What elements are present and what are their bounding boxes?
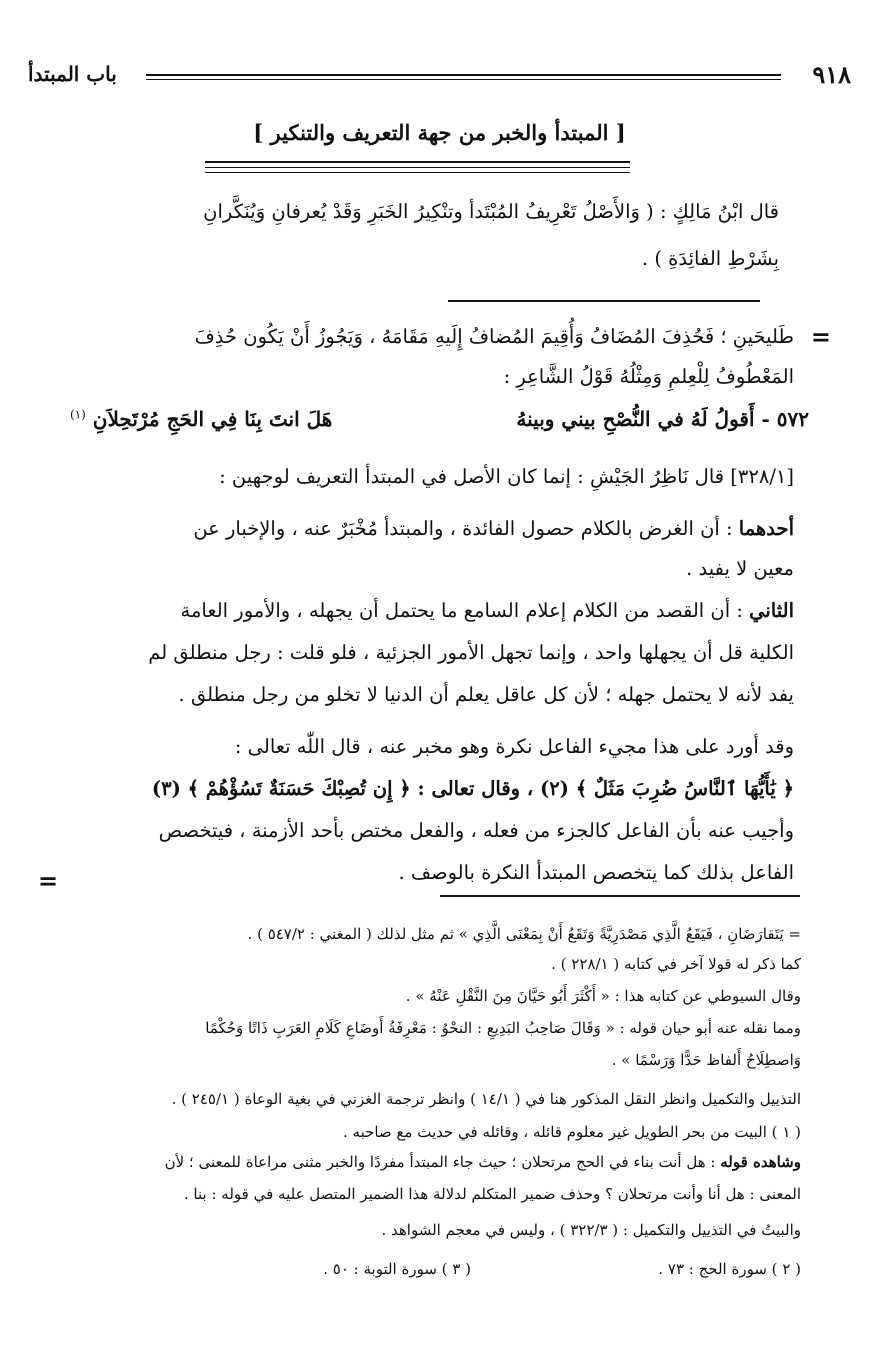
header-rule [146, 74, 781, 76]
matn-line-2: بِشَرْطِ الفائِدَةِ ) . [641, 247, 779, 270]
footnote-line: والبيتُ في التذييل والتكميل : ( ٣٢٢/٣ ) ، وليس في معجم الشواهد . [381, 1221, 801, 1239]
section-title: [ المبتدأ والخبر من جهة التعريف والتنكير ] [253, 120, 626, 145]
verse-hemistich-2: هَلَ انتَ بِنَا فِي الحَجِ مُرْتَحِلاَنِ $^{(١)}$ [70, 407, 333, 431]
continuation-mark: = [810, 322, 831, 351]
page-header [28, 60, 851, 94]
footnote-rule [440, 895, 800, 897]
footnote-line: = يَتَقارَضَانِ ، فَيَقَعُ الَّذِي مَصْدَرِيَّةً وَتَقَعُ أَنْ بِمَعْنَى الَّذِي » ثم مثل لذلك ( المغني : ٥٤٧/٢ ) . [247, 925, 801, 943]
footnote-2: ( ٢ ) سورة الحج : ٧٣ . [658, 1260, 801, 1278]
commentary-line: طَليحَينِ ؛ فَحُذِفَ المُضَافُ وَأُقِيمَ المُضافُ إِلَيهِ مَقَامَهُ ، وَيَجُوزُ أَنْ يَكُون حُذِفَ [194, 325, 794, 348]
quran-quote-line: ﴿ يَٰأَيُّهَا ٱلنَّاسُ ضُرِبَ مَثَلٌ ﴾ (٢) ، وقال تعالى : ﴿ إِن تُصِبْكَ حَسَنَةٌ تَسُؤْهُمْ ﴾ (٣) [151, 777, 794, 800]
footnote-line: كما ذكر له قولا آخر في كتابه ( ٢٢٨/١ ) . [551, 955, 801, 973]
commentary-line: الفاعل بذلك كما يتخصص المبتدأ النكرة بالوصف . [398, 861, 794, 884]
commentary-line: المَعْطُوفُ لِلْعِلمِ وَمِثْلُهُ قَوْلُ الشَّاعِرِ : [503, 365, 794, 388]
poetry-verse [70, 407, 809, 443]
commentary-line: الثاني : أن القصد من الكلام إعلام السامع ما يحتمل أن يجهله ، والأمور العامة [180, 599, 794, 622]
header-rule-thin [146, 79, 781, 80]
commentary-line: أحدهما : أن الغرض بالكلام حصول الفائدة ، والمبتدأ مُخْبَرٌ عنه ، والإخبار عن [193, 517, 794, 540]
footnote-3: ( ٣ ) سورة التوبة : ٥٠ . [323, 1260, 471, 1278]
commentary-line: يفد لأنه لا يحتمل جهله ؛ لأن كل عاقل يعلم أن الدنيا لا تخلو من رجل منطلق . [178, 683, 794, 706]
footnote-line: التذييل والتكميل وانظر النقل المذكور هنا في ( ١٤/١ ) وانظر ترجمة الغزني في بغية الوعاة ( ٢٤٥/١ ) . [171, 1090, 801, 1108]
footnote-ref: (١) [70, 407, 86, 422]
commentary-line: الكلية قل أن يجهلها واحد ، وإنما تجهل الأمور الجزئية ، فلو قلت : رجل منطلق لم [148, 641, 794, 664]
footnote-line [72, 1260, 801, 1285]
continuation-mark: = [38, 866, 59, 895]
commentary-line: معين لا يفيد . [686, 557, 794, 580]
footnote-line: ومما نقله عنه أبو حيان قوله : « وَقَالَ صَاحِبُ البَدِيعِ : النحْوُ : مَعْرِفَةُ أَوضَاعِ كَلَامِ العَرَبِ ذَاتًا وَحُكْمًا [205, 1019, 801, 1037]
chapter-title: باب المبتدأ [28, 62, 117, 86]
page-number: ٩١٨ [812, 60, 851, 89]
section-title-rules [205, 161, 630, 177]
commentary-line: [٣٢٨/١] قال نَاظِرُ الجَيْشِ : إنما كان الأصل في المبتدأ التعريف لوجهين : [219, 465, 794, 488]
verse-hemistich-1: ٥٧٢ - أَقولُ لَهُ في النُّصْحِ بيني وبينهُ [516, 407, 809, 431]
footnote-line: ( ١ ) البيت من بحر الطويل غير معلوم قائله ، وقائله في حديث مع صاحبه . [342, 1123, 801, 1141]
footnote-line: وَاصطِلَاحُ أَلفاظ حَدًّا وَرَسْمًا » . [611, 1051, 801, 1069]
footnote-line: وشاهده قوله : هل أنت بناء في الحج مرتحلان ؛ حيث جاء المبتدأ مفردًا والخبر مثنى مراعاة للمعنى ؛ لأن [164, 1153, 801, 1171]
commentary-line: وأجيب عنه بأن الفاعل كالجزء من فعله ، والفعل مختص بأحد الأزمنة ، فيتخصص [158, 819, 794, 842]
footnote-line: المعنى : هل أنا وأنت مرتحلان ؟ وحذف ضمير المتكلم لدلالة هذا الضمير المتصل عليه في قوله : بنا . [183, 1185, 801, 1203]
footnote-line: وقال السيوطي عن كتابه هذا : « أَكْثَرَ أَبُو حَيَّانَ مِنَ النَّقْلِ عَنْهُ » . [405, 987, 801, 1005]
commentary-line: وقد أورد على هذا مجيء الفاعل نكرة وهو مخبر عنه ، قال اللّٰه تعالى : [234, 735, 794, 758]
section-divider [448, 300, 760, 302]
matn-line-1: قال ابْنُ مَالِكٍ : ( وَالأَصْلُ تَعْرِيفُ المُبْتَدأ وتنْكِيرُ الخَبَرِ وَقَدْ يُعرفانِ وَيُنَكَّرانِ [203, 200, 779, 223]
